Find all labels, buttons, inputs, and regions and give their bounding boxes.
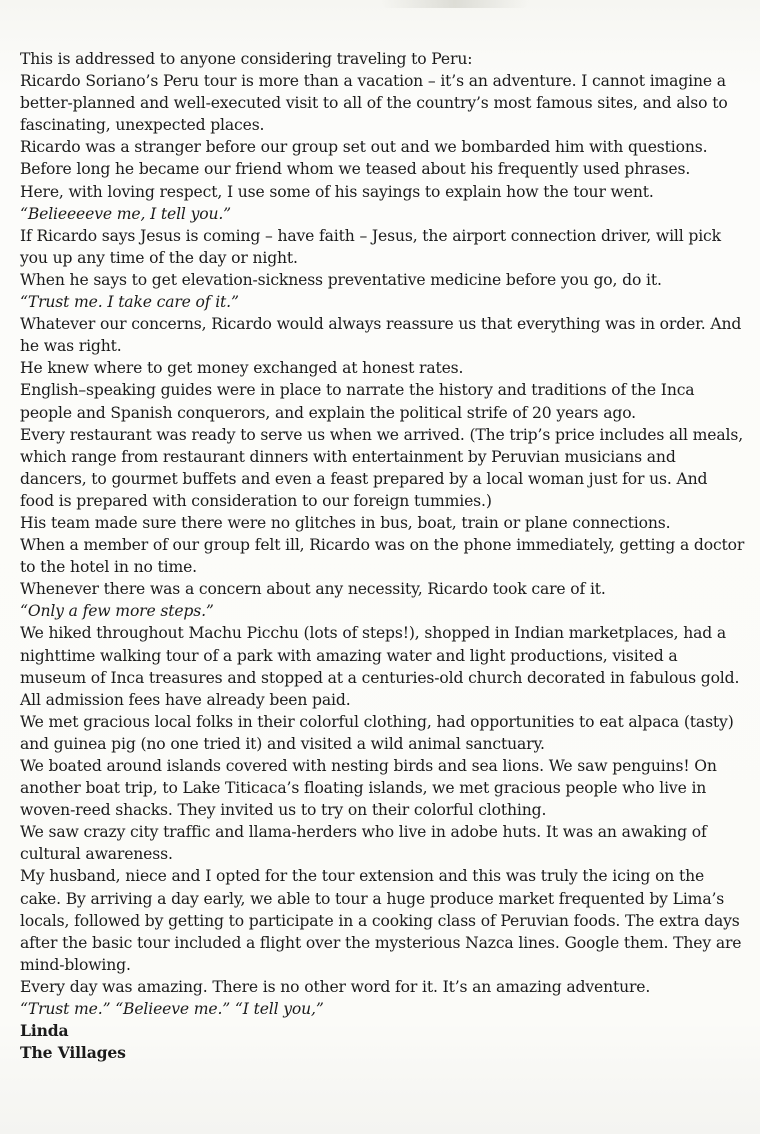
ricardo-saying-quote: “Belieeeeve me, I tell you.”: [20, 204, 231, 223]
ricardo-saying-quote: “Only a few more steps.”: [20, 602, 214, 621]
letter-paragraph: Ricardo Soriano’s Peru tour is more than a vacation – it’s an adventure. I cannot imagine a better-planned and well-executed visit to all of the country’s most famous sites, and also to fascinating, unexpected places.: [20, 72, 728, 135]
letter-paragraph: When he says to get elevation-sickness preventative medicine before you go, do it.: [20, 270, 662, 289]
testimonial-letter: [20, 48, 746, 1064]
letter-paragraph: English–speaking guides were in place to narrate the history and traditions of the Inca people and Spanish conquerors, and explain the political strife of 20 years ago.: [20, 381, 695, 422]
letter-paragraph: My husband, niece and I opted for the tour extension and this was truly the icing on the cake. By arriving a day early, we able to tour a huge produce market frequented by Lima’s locals, followed by getting to participate in a cooking class of Peruvian foods. The extra days after the basic tour included a flight over the mysterious Nazca lines. Google them. They are mind-blowing.: [20, 867, 742, 974]
letter-paragraph: When a member of our group felt ill, Ricardo was on the phone immediately, getting a doctor to the hotel in no time.: [20, 536, 745, 577]
letter-paragraph: His team made sure there were no glitches in bus, boat, train or plane connections.: [20, 513, 671, 532]
letter-paragraph: If Ricardo says Jesus is coming – have faith – Jesus, the airport connection driver, will pick you up any time of the day or night.: [20, 226, 721, 267]
letter-paragraph: We saw crazy city traffic and llama-herders who live in adobe huts. It was an awaking of cultural awareness.: [20, 823, 707, 864]
letter-paragraph: Every day was amazing. There is no other word for it. It’s an amazing adventure.: [20, 977, 651, 996]
letter-paragraph: We boated around islands covered with nesting birds and sea lions. We saw penguins! On another boat trip, to Lake Titicaca’s floating islands, we met gracious people who live in woven-reed shacks. They invited us to try on their colorful clothing.: [20, 757, 717, 820]
letter-paragraph: Every restaurant was ready to serve us when we arrived. (The trip’s price includes all meals, which range from restaurant dinners with entertainment by Peruvian musicians and dancers, to gourmet buffets and even a feast prepared by a local woman just for us. And food is prepared with consideration to our foreign tummies.): [20, 425, 744, 510]
page-edge-shadow: [380, 0, 530, 8]
signature-line: The Villages: [20, 1043, 126, 1063]
ricardo-saying-quote: “Trust me.” “Belieeve me.” “I tell you,”: [20, 1000, 324, 1019]
letter-paragraph: We met gracious local folks in their colorful clothing, had opportunities to eat alpaca (tasty) and guinea pig (no one tried it) and visited a wild animal sanctuary.: [20, 712, 734, 753]
letter-paragraph: This is addressed to anyone considering traveling to Peru:: [20, 50, 473, 68]
letter-paragraph: Ricardo was a stranger before our group set out and we bombarded him with questions. Before long he became our friend whom we teased about his frequently used phrases.: [20, 138, 708, 179]
letter-paragraph: Here, with loving respect, I use some of his sayings to explain how the tour went.: [20, 182, 654, 201]
letter-paragraph: He knew where to get money exchanged at honest rates.: [20, 359, 464, 378]
letter-paragraph: We hiked throughout Machu Picchu (lots of steps!), shopped in Indian marketplaces, had a nighttime walking tour of a park with amazing water and light productions, visited a museum of Inca treasures and stopped at a centuries-old church decorated in fabulous gold. All admission fees have already been paid.: [20, 624, 740, 709]
letter-paragraph: Whatever our concerns, Ricardo would always reassure us that everything was in order. And he was right.: [20, 315, 742, 356]
letter-paragraph: Whenever there was a concern about any necessity, Ricardo took care of it.: [20, 580, 606, 599]
ricardo-saying-quote: “Trust me. I take care of it.”: [20, 293, 239, 312]
signature-line: Linda: [20, 1021, 69, 1041]
